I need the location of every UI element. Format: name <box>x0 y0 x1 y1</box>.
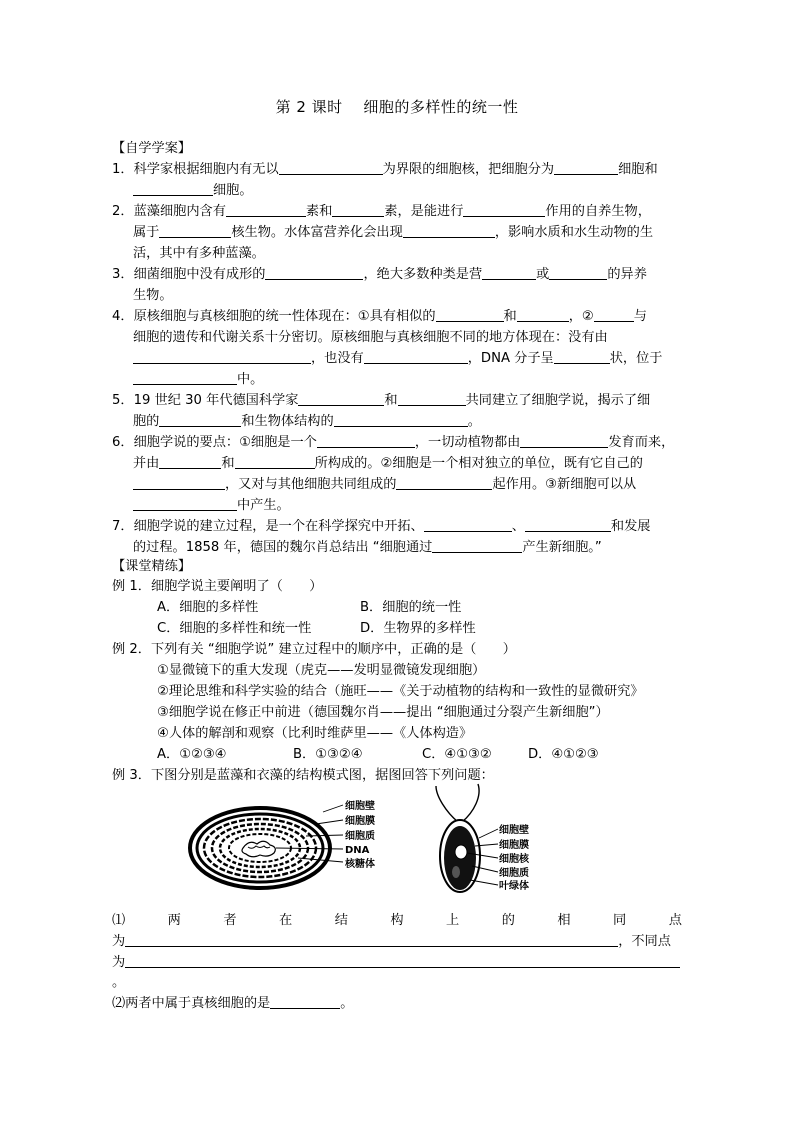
blank[interactable] <box>482 264 536 280</box>
q6-line4: 中产生。 <box>133 495 703 516</box>
blank[interactable] <box>332 201 384 217</box>
q-char: ⑴ <box>112 913 126 928</box>
label-dna: DNA <box>345 845 370 856</box>
blank[interactable] <box>525 516 611 532</box>
ex2-stem: 例 2．下列有关 “细胞学说” 建立过程中的顺序中，正确的是（ ） <box>112 642 516 657</box>
blank[interactable] <box>549 264 607 280</box>
q3-line2: 生物。 <box>133 288 173 303</box>
label-nucleus: 细胞核 <box>499 854 529 865</box>
q2-line1: 2．蓝藻细胞内含有 素和 素，是能进行 作用的自养生物， <box>112 201 682 222</box>
ex2-item2: ②理论思维和科学实验的结合（施旺——《关于动植物的结构和一致性的显微研究》 <box>157 684 644 699</box>
blank[interactable] <box>133 474 225 490</box>
q1-line2: 细胞。 <box>133 180 703 201</box>
section-class-practice: 【课堂精练】 <box>112 559 192 574</box>
ex3-q1-line2: 为 ，不同点 <box>112 931 682 952</box>
chlamydomonas-diagram <box>428 782 553 904</box>
ex2-option-a[interactable]: A．①②③④ <box>157 747 227 762</box>
blue-algae-diagram <box>188 790 403 898</box>
blank[interactable] <box>432 537 522 553</box>
label-cell-wall: 细胞壁 <box>345 801 375 812</box>
ex1-option-a[interactable]: A．细胞的多样性 <box>157 600 259 615</box>
flagellum-left <box>436 786 458 822</box>
blank[interactable] <box>424 516 512 532</box>
ex3-q1-end: 。 <box>112 975 126 990</box>
ex3-q2: ⑵两者中属于真核细胞的是 。 <box>112 993 682 1014</box>
blank[interactable] <box>334 411 468 427</box>
blank[interactable] <box>403 222 495 238</box>
blank[interactable] <box>398 390 466 406</box>
blank[interactable] <box>133 180 213 196</box>
q4-line1: 4．原核细胞与真核细胞的统一性体现在：①具有相似的 和 ，② 与 <box>112 306 682 327</box>
section-self-study: 【自学学案】 <box>112 141 192 156</box>
label-cell-membrane: 细胞膜 <box>499 840 529 851</box>
ex2-item4: ④人体的解剖和观察（比利时维萨里——《人体构造》 <box>157 726 473 741</box>
blank[interactable] <box>133 348 311 364</box>
q2-line2: 属于 核生物。水体富营养化会出现 ，影响水质和水生动物的生 <box>133 222 703 243</box>
q4-line3: ，也没有 ，DNA 分子呈 状，位于 <box>133 348 703 369</box>
blank[interactable] <box>279 159 383 175</box>
blank[interactable] <box>226 201 306 217</box>
blank[interactable] <box>520 432 608 448</box>
q4-line4: 中。 <box>133 369 703 390</box>
ex3-q1-line3: 为 <box>112 952 682 973</box>
q-char: 相 <box>557 913 571 928</box>
ex2-option-d[interactable]: D．④①②③ <box>528 747 599 762</box>
q3-line1: 3．细菌细胞中没有成形的 ，绝大多数种类是营 或 的异养 <box>112 264 682 285</box>
nucleus <box>455 845 467 859</box>
blank[interactable] <box>159 411 241 427</box>
q6-line2: 并由 和 所构成的。②细胞是一个相对独立的单位，既有它自己的 <box>133 453 703 474</box>
ex3-stem: 例 3．下图分别是蓝藻和衣藻的结构模式图，据图回答下列问题： <box>112 768 494 783</box>
ex1-option-b[interactable]: B．细胞的统一性 <box>360 600 462 615</box>
page-title: 第 2 课时 细胞的多样性的统一性 <box>275 98 519 116</box>
label-cell-membrane: 细胞膜 <box>345 816 375 827</box>
q-char: 构 <box>390 913 404 928</box>
q6-line3: ，又对与其他细胞共同组成的 起作用。③新细胞可以从 <box>133 474 703 495</box>
blank[interactable] <box>396 474 492 490</box>
blank[interactable] <box>517 306 569 322</box>
q-char: 结 <box>334 913 348 928</box>
blank[interactable] <box>133 495 237 511</box>
blank[interactable] <box>159 453 221 469</box>
blank[interactable] <box>436 306 504 322</box>
q7-line1: 7．细胞学说的建立过程，是一个在科学探究中开拓、 、 和发展 <box>112 516 682 537</box>
blank[interactable] <box>554 159 618 175</box>
ex2-option-b[interactable]: B．①③②④ <box>293 747 363 762</box>
ex2-option-c[interactable]: C．④①③② <box>422 747 492 762</box>
ex1-option-d[interactable]: D．生物界的多样性 <box>360 621 476 636</box>
pyrenoid <box>452 866 460 878</box>
blank[interactable] <box>594 306 634 322</box>
blank[interactable] <box>364 348 468 364</box>
label-cell-wall: 细胞壁 <box>499 825 529 836</box>
q4-line2: 细胞的遗传和代谢关系十分密切。原核细胞与真核细胞不同的地方体现在：没有由 <box>133 330 608 345</box>
blank[interactable] <box>265 264 363 280</box>
blank[interactable] <box>133 369 237 385</box>
ex1-option-c[interactable]: C．细胞的多样性和统一性 <box>157 621 312 636</box>
q-char: 同 <box>613 913 627 928</box>
q-char: 点 <box>668 913 682 928</box>
label-ribosome: 核糖体 <box>345 859 375 870</box>
q-char: 在 <box>279 913 293 928</box>
q5-line2: 胞的 和生物体结构的 。 <box>133 411 703 432</box>
blank[interactable] <box>317 432 415 448</box>
blank[interactable] <box>159 222 231 238</box>
q6-line1: 6．细胞学说的要点：①细胞是一个 ，一切动植物都由 发育而来， <box>112 432 682 453</box>
label-cytoplasm: 细胞质 <box>345 831 375 842</box>
label-cytoplasm: 细胞质 <box>499 868 529 879</box>
blank[interactable] <box>270 993 340 1009</box>
ex2-item1: ①显微镜下的重大发现（虎克——发明显微镜发现细胞） <box>157 663 486 678</box>
blank[interactable] <box>298 390 384 406</box>
ex2-item3: ③细胞学说在修正中前进（德国魏尔肖——提出 “细胞通过分裂产生新细胞”） <box>157 705 609 720</box>
ex1-stem: 例 1．细胞学说主要阐明了（ ） <box>112 579 323 594</box>
q7-line2: 的过程。1858 年，德国的魏尔肖总结出 “细胞通过 产生新细胞。” <box>133 537 703 558</box>
flagellum-right <box>462 784 479 822</box>
blank[interactable] <box>125 952 680 968</box>
blank[interactable] <box>235 453 315 469</box>
q-char: 上 <box>446 913 460 928</box>
label-chloroplast: 叶绿体 <box>499 881 529 892</box>
blank[interactable] <box>463 201 545 217</box>
blank[interactable] <box>554 348 610 364</box>
q-char: 的 <box>501 913 515 928</box>
q2-line3: 活，其中有多种蓝藻。 <box>133 246 265 261</box>
q-char: 者 <box>223 913 237 928</box>
q1-line1: 1．科学家根据细胞内有无以 为界限的细胞核，把细胞分为 细胞和 <box>112 159 682 180</box>
ex3-q1-line1 <box>112 910 682 931</box>
q-char: 两 <box>167 913 181 928</box>
q5-line1: 5．19 世纪 30 年代德国科学家 和 共同建立了细胞学说，揭示了细 <box>112 390 682 411</box>
blank[interactable] <box>125 931 618 947</box>
